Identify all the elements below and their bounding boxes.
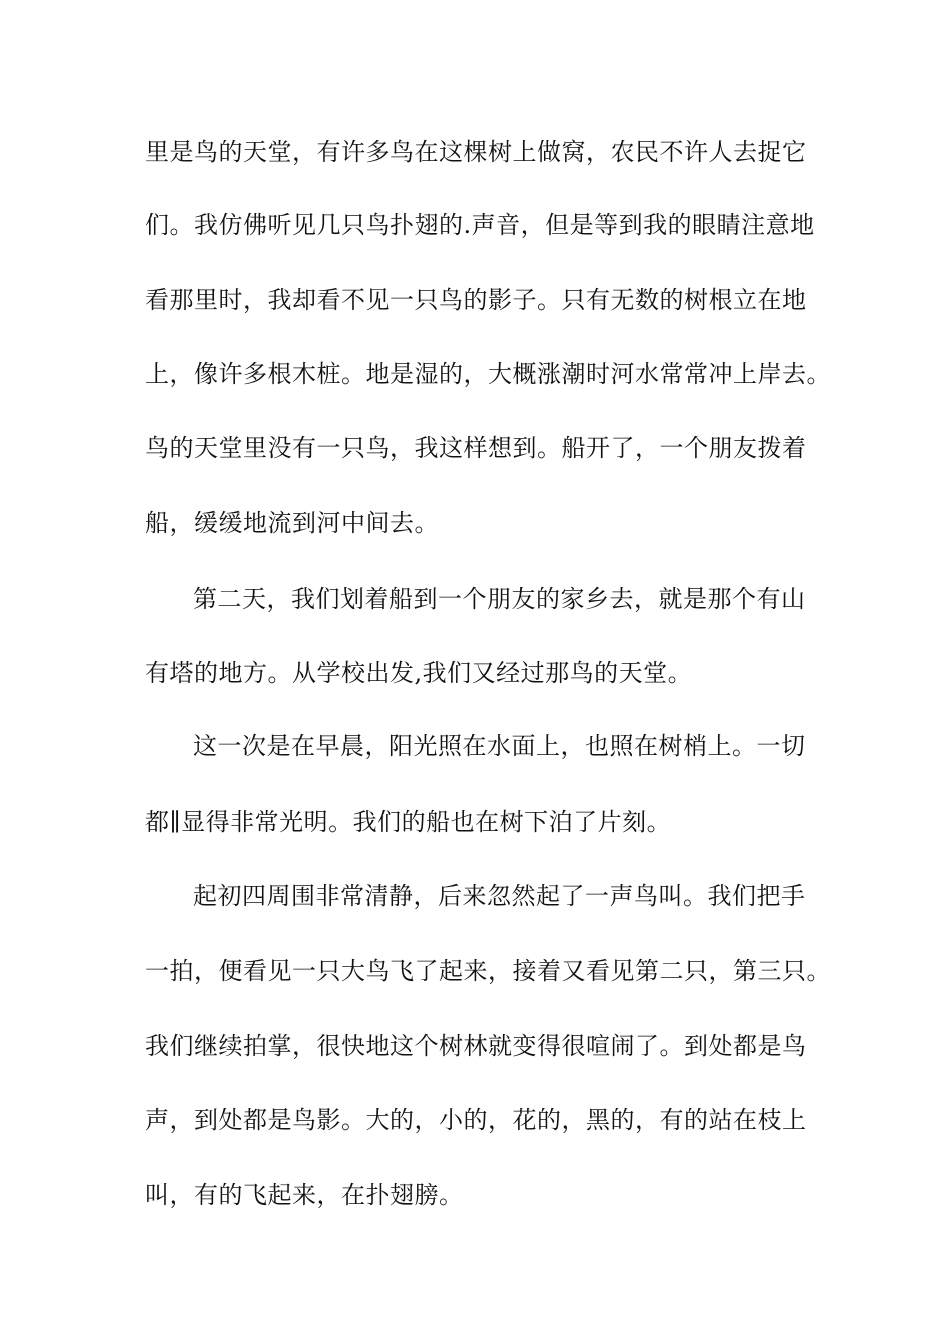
paragraph-first-line: 第二天，我们划着船到一个朋友的家乡去，就是那个有山 (193, 585, 806, 613)
text-line: 上，像许多根木桩。地是湿的，大概涨潮时河水常常冲上岸去。 (145, 360, 831, 388)
text-line: 叫，有的飞起来，在扑翅膀。 (145, 1181, 464, 1209)
paragraph-first-line: 起初四周围非常清静，后来忽然起了一声鸟叫。我们把手 (193, 882, 806, 910)
text-line: 有塔的地方。从学校出发,我们又经过那鸟的天堂。 (145, 659, 693, 687)
text-line: 都∥显得非常光明。我们的船也在树下泊了片刻。 (145, 808, 672, 836)
text-line: 我们继续拍掌，很快地这个树林就变得很喧闹了。到处都是鸟 (145, 1032, 807, 1060)
text-line: 一拍，便看见一只大鸟飞了起来，接着又看见第二只，第三只。 (145, 957, 831, 985)
text-line: 看那里时，我却看不见一只鸟的影子。只有无数的树根立在地 (145, 286, 807, 314)
text-line: 里是鸟的天堂，有许多鸟在这棵树上做窝，农民不许人去捉它 (145, 138, 807, 166)
text-line: 鸟的天堂里没有一只鸟，我这样想到。船开了，一个朋友拨着 (145, 434, 807, 462)
text-line: 船，缓缓地流到河中间去。 (145, 509, 439, 537)
paragraph-first-line: 这一次是在早晨，阳光照在水面上，也照在树梢上。一切 (193, 732, 806, 760)
text-line: 们。我仿佛听见几只鸟扑翅的.声音，但是等到我的眼睛注意地 (145, 211, 815, 239)
text-line: 声，到处都是鸟影。大的，小的，花的，黑的，有的站在枝上 (145, 1106, 807, 1134)
